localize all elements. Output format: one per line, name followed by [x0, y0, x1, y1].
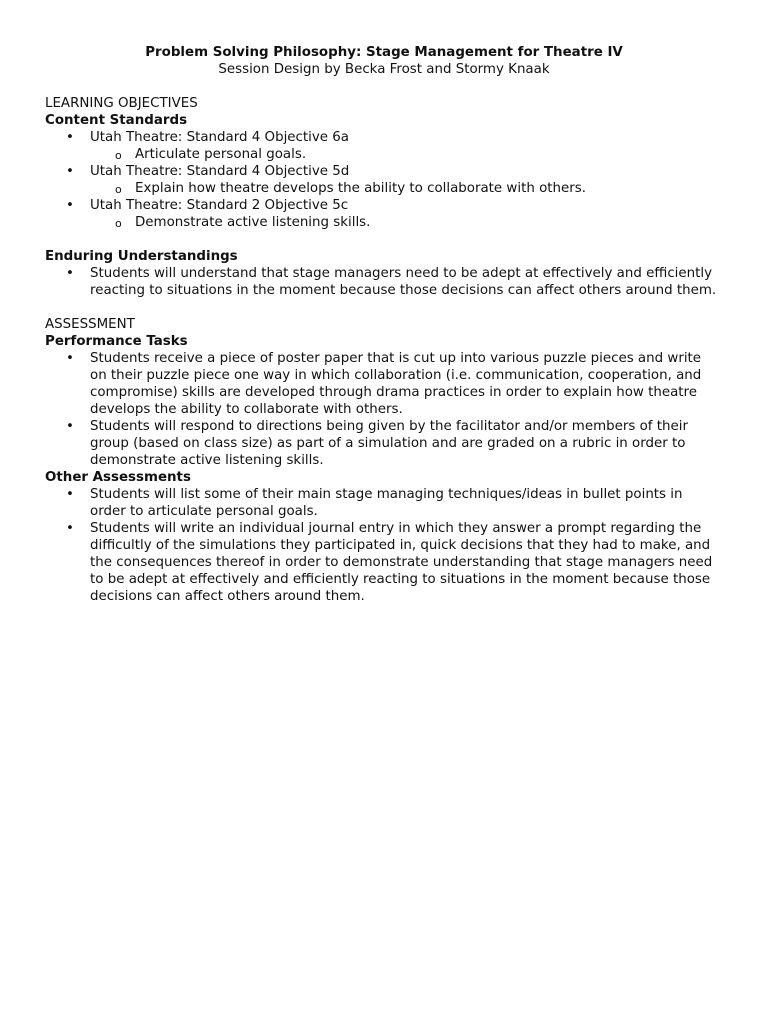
bullet-icon: • [66, 198, 74, 213]
list-item [45, 163, 720, 197]
sub-list-item [90, 180, 720, 197]
content-standards-heading: Content Standards [45, 113, 188, 128]
bullet-icon: • [66, 130, 74, 145]
list-item [45, 129, 720, 163]
understanding-text: Students will understand that stage managers need to be adept at effectively and efficiently reacting to situations in the moment because those decisions can affect others around them. [90, 266, 717, 298]
learning-objectives-heading: LEARNING OBJECTIVES [45, 96, 198, 111]
sub-list-item [90, 146, 720, 163]
enduring-understandings-list [45, 265, 768, 299]
standard-label: Utah Theatre: Standard 2 Objective 5c [90, 198, 349, 213]
performance-tasks-heading: Performance Tasks [45, 334, 188, 349]
standard-objective: Demonstrate active listening skills. [135, 215, 371, 230]
sub-bullet-icon: o [115, 217, 122, 230]
standard-label: Utah Theatre: Standard 4 Objective 6a [90, 130, 350, 145]
enduring-understandings-heading: Enduring Understandings [45, 249, 238, 264]
bullet-icon: • [66, 521, 74, 536]
bullet-icon: • [66, 164, 74, 179]
sub-list [90, 146, 720, 163]
standard-label: Utah Theatre: Standard 4 Objective 5d [90, 164, 350, 179]
assessment-heading: ASSESSMENT [45, 317, 135, 332]
task-text: Students will respond to directions being given by the facilitator and/or members of their group (based on class size) as part of a simulation and are graded on a rubric in order to demonstrate active listening skills. [90, 419, 688, 468]
content-standards-list [45, 129, 768, 231]
list-item [45, 486, 720, 520]
sub-bullet-icon: o [115, 149, 122, 162]
sub-list-item [90, 214, 720, 231]
assessment-text: Students will write an individual journal entry in which they answer a prompt regarding the difficultly of the simulations they participated in, quick decisions that they had to make, and the consequences thereof in order to demonstrate understanding that stage managers need to be adept at effectively and efficiently reacting to situations in the moment because those decisions can affect others around them. [90, 521, 713, 604]
bullet-icon: • [66, 266, 74, 281]
other-assessments-heading: Other Assessments [45, 470, 191, 485]
list-item [45, 418, 720, 469]
sub-bullet-icon: o [115, 183, 122, 196]
sub-list [90, 214, 720, 231]
bullet-icon: • [66, 487, 74, 502]
list-item [45, 197, 720, 231]
list-item [45, 265, 720, 299]
sub-list [90, 180, 720, 197]
list-item [45, 520, 720, 605]
document-title: Problem Solving Philosophy: Stage Management for Theatre IV [145, 45, 623, 60]
performance-tasks-list [45, 350, 768, 469]
other-assessments-list [45, 486, 768, 605]
bullet-icon: • [66, 419, 74, 434]
document-subtitle: Session Design by Becka Frost and Stormy Knaak [218, 62, 550, 77]
bullet-icon: • [66, 351, 74, 366]
assessment-text: Students will list some of their main stage managing techniques/ideas in bullet points in order to articulate personal goals. [90, 487, 683, 519]
standard-objective: Articulate personal goals. [135, 147, 307, 162]
task-text: Students receive a piece of poster paper that is cut up into various puzzle pieces and write on their puzzle piece one way in which collaboration (i.e. communication, cooperation, and compromise) skills are developed through drama practices in order to explain how theatre develops the ability to collaborate with others. [90, 351, 702, 417]
standard-objective: Explain how theatre develops the ability to collaborate with others. [135, 181, 586, 196]
list-item [45, 350, 720, 418]
